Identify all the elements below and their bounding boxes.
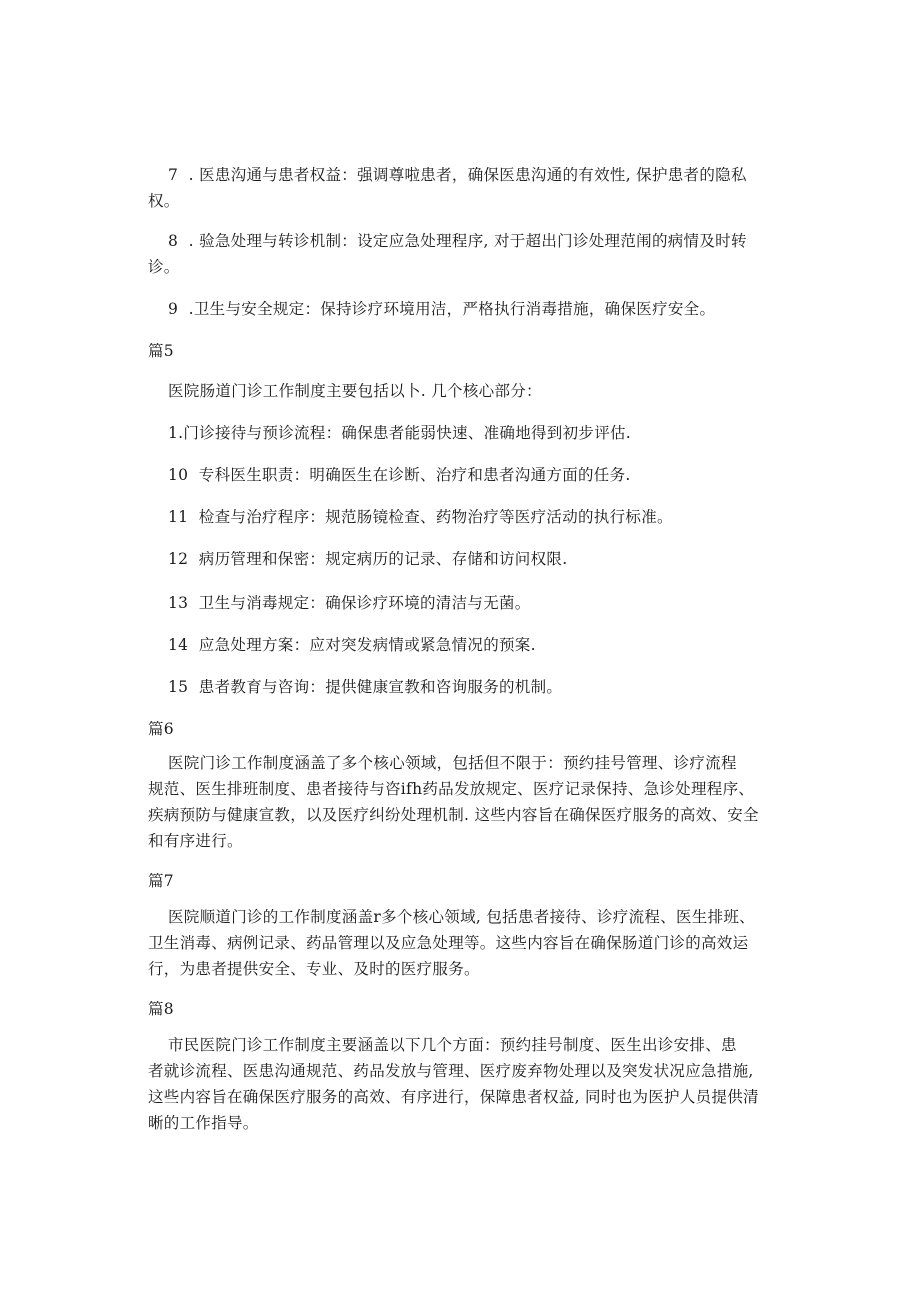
list-item-7-continuation: 权。: [148, 192, 180, 210]
section-6-line-1: 医院门诊工作制度涵盖了多个核心领域，包括但不限于：预约挂号管理、诊疗流程: [168, 754, 737, 772]
list-number: 1.: [168, 424, 184, 442]
section-heading-7: 篇7: [148, 872, 174, 890]
list-item-13: [168, 590, 920, 616]
section-6-line-3: 疾病预防与健康宣教，以及医疗纠纷处理机制. 这些内容旨在确保医疗服务的高效、安全: [148, 806, 759, 824]
section-7-line-3: 行，为患者提供安全、专业、及时的医疗服务。: [148, 960, 480, 978]
section-5-intro: 医院肠道门诊工作制度主要包括以卜. 几个核心部分：: [168, 382, 542, 400]
section-heading-6: 篇6: [148, 720, 174, 738]
list-text: 专科医生职责：明确医生在诊断、治疗和患者沟通方面的任务.: [198, 466, 631, 484]
section-7-line-2: 卫生消毒、病例记录、药品管理以及应急处理等。这些内容旨在确保肠道门诊的高效运: [148, 934, 749, 952]
list-number: 8: [168, 232, 179, 250]
list-number: 11: [168, 508, 189, 526]
list-number: 9: [168, 300, 179, 318]
list-text: 应急处理方案：应对突发病情或紧急情况的预案.: [198, 636, 536, 654]
list-number: 13: [168, 594, 189, 612]
list-text: 检查与治疗程序：规范肠镜检查、药物治疗等医疗活动的执行标准。: [198, 508, 673, 526]
section-6-line-2: 规范、医生排班制度、患者接待与咨ifh药品发放规定、医疗记录保持、急诊处理程序、: [148, 780, 755, 798]
list-number: 7: [168, 166, 179, 184]
section-8-line-3: 这些内容旨在确保医疗服务的高效、有序进行，保障患者权益, 同时也为医护人员提供清: [148, 1088, 759, 1106]
list-number: 15: [168, 678, 189, 696]
list-text: 病历管理和保密：规定病历的记录、存储和访问权限.: [198, 550, 568, 568]
list-item-11: [168, 504, 920, 530]
list-number: 10: [168, 466, 189, 484]
list-item-1: [168, 420, 920, 446]
list-item-12: [168, 546, 920, 572]
list-number: 14: [168, 636, 189, 654]
list-item-10: [168, 462, 920, 488]
list-text: 卫生与消毒规定：确保诊疗环境的清洁与无菌。: [198, 594, 531, 612]
section-heading-5: 篇5: [148, 342, 174, 360]
section-6-line-4: 和有序进行。: [148, 832, 243, 850]
section-8-line-4: 晰的工作指导。: [148, 1114, 259, 1132]
list-item-14: [168, 632, 920, 658]
list-item-7: [168, 162, 920, 188]
section-heading-8: 篇8: [148, 1000, 174, 1018]
list-text: 患者教育与咨询：提供健康宣教和咨询服务的机制。: [198, 678, 563, 696]
list-text: . 验急处理与转诊机制：设定应急处理程序, 对于超出门诊处理范闱的病情及时转: [188, 232, 747, 250]
section-7-line-1: 医院顺道门诊的工作制度涵盖r多个核心领域, 包括患者接待、诊疗流程、医生排班、: [168, 908, 755, 926]
list-number: 12: [168, 550, 189, 568]
list-item-8: [168, 228, 920, 254]
list-text: 门诊接待与预诊流程：确保患者能弱快速、准确地得到初步评估.: [183, 424, 632, 442]
list-text: . 医患沟通与患者权益：强调尊啦患者，确保医患沟通的有效性, 保护患者的隐私: [188, 166, 747, 184]
list-item-8-continuation: 诊。: [148, 258, 180, 276]
list-text: .卫生与安全规定：保持诊疗环境用洁，严格执行消毒措施，确保医疗安全。: [188, 300, 716, 318]
list-item-15: [168, 674, 920, 700]
list-item-9: [168, 296, 920, 322]
section-8-line-2: 者就诊流程、医患沟通规范、药品发放与管理、医疗废弃物处理以及突发状况应急措施,: [148, 1062, 754, 1080]
section-8-line-1: 市民医院门诊工作制度主要涵盖以下几个方面：预约挂号制度、医生出诊安排、患: [168, 1036, 737, 1054]
